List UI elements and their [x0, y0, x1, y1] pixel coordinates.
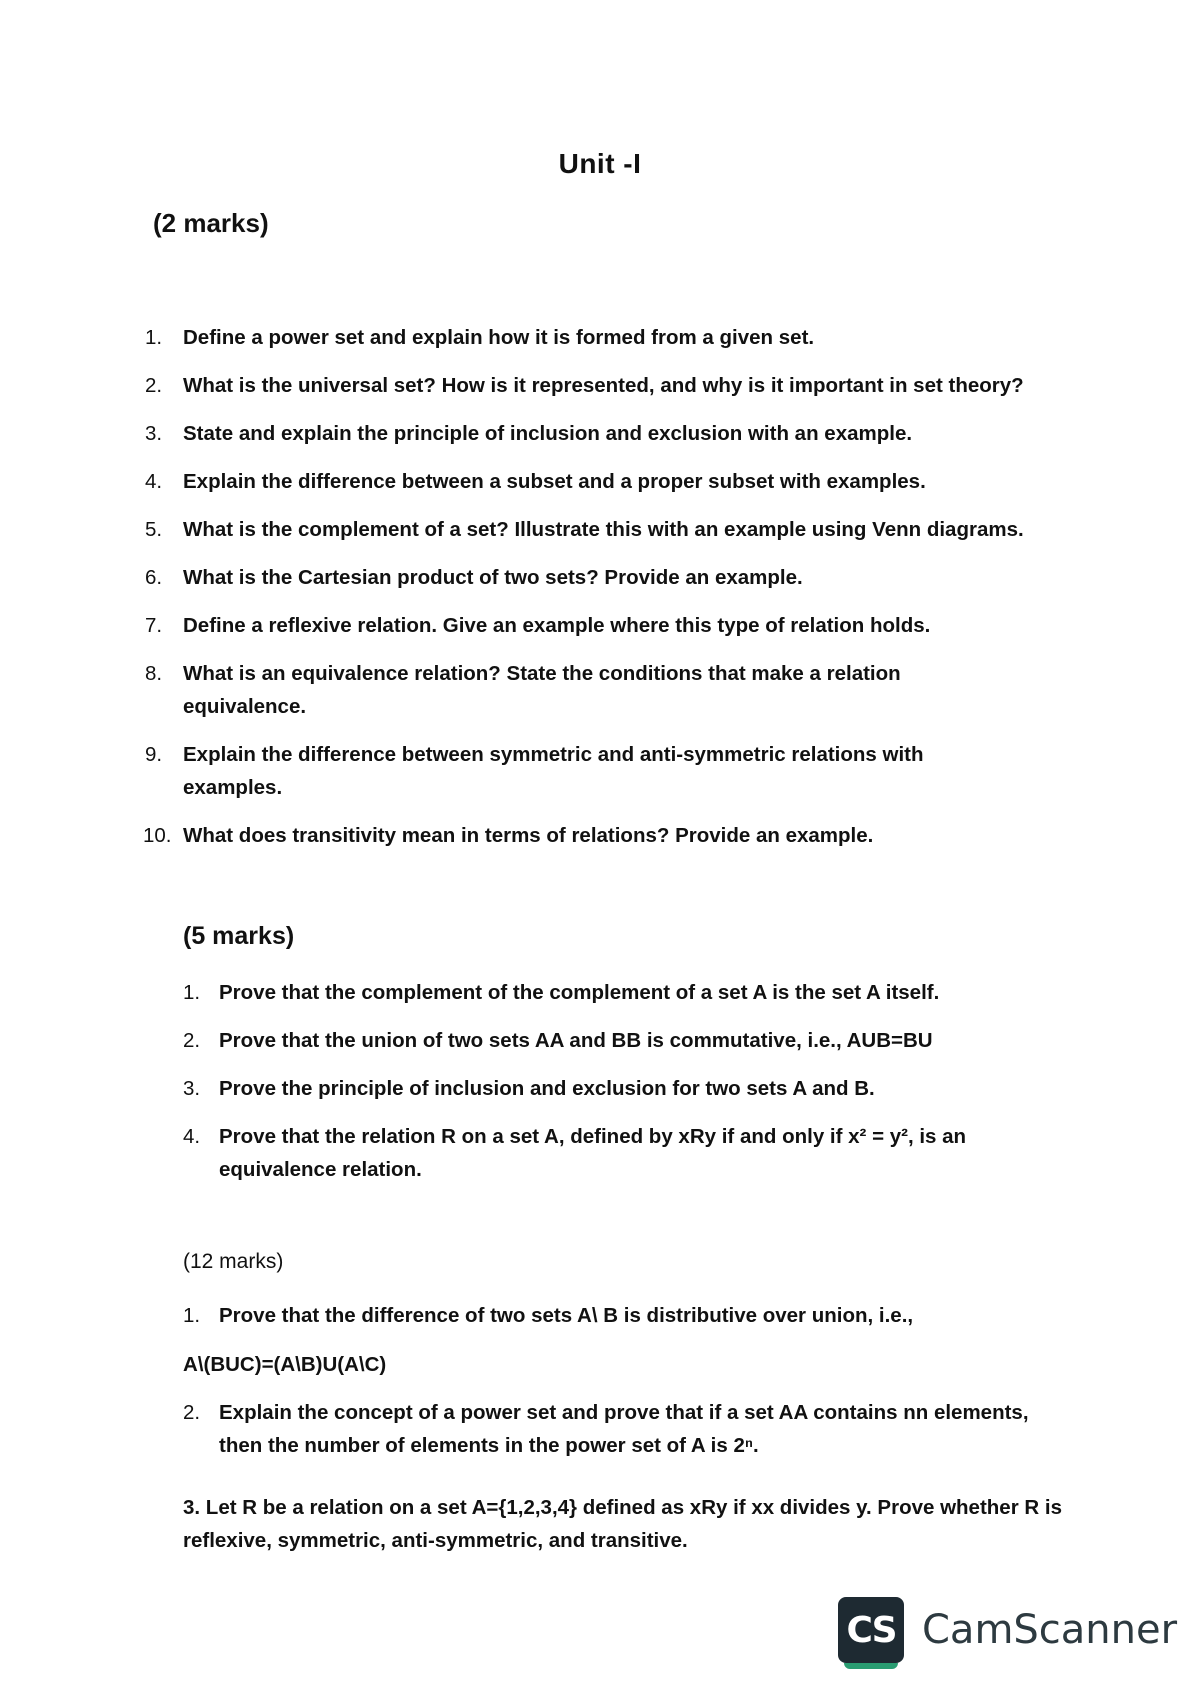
list-item	[183, 976, 1033, 1009]
question-12-marks-1-formula	[183, 1348, 1063, 1381]
question-text: Prove the principle of inclusion and exclusion for two sets A and B.	[219, 1077, 875, 1100]
question-text: Prove that the union of two sets AA and BB is commutative, i.e., AUB=BU	[219, 1029, 933, 1052]
question-number: 3.	[183, 1077, 201, 1100]
question-text: What is the complement of a set? Illustrate this with an example using Venn diagrams.	[183, 518, 1024, 541]
question-12-marks-2	[183, 1396, 1063, 1462]
list-item	[145, 369, 1075, 402]
list-item	[145, 417, 1075, 450]
question-number: 10.	[143, 824, 172, 847]
question-number: 1.	[183, 1304, 201, 1327]
question-number: 2.	[183, 1401, 201, 1424]
list-item	[183, 1072, 1033, 1105]
question-text: Define a reflexive relation. Give an example where this type of relation holds.	[183, 614, 931, 637]
camscanner-logo-text: CamScanner	[922, 1607, 1178, 1653]
page-title: Unit -I	[558, 148, 642, 179]
question-number: 1.	[145, 326, 163, 349]
question-text: Prove that the difference of two sets A\ B is distributive over union, i.e.,	[219, 1304, 914, 1327]
list-item	[145, 738, 1075, 804]
question-12-marks-1	[183, 1299, 1063, 1332]
list-item	[145, 321, 1075, 354]
camscanner-watermark	[838, 1594, 1177, 1666]
question-text: Explain the difference between symmetric and anti-symmetric relations with examples.	[183, 743, 924, 799]
question-12-marks-3	[183, 1491, 1063, 1557]
list-item	[145, 657, 1075, 723]
question-text: 3. Let R be a relation on a set A={1,2,3,4} defined as xRy if xx divides y. Prove whether R is reflexive, symmetric, anti-symmetric, and transitive.	[183, 1496, 1062, 1552]
list-item	[145, 609, 1075, 642]
formula-text: A\(BUC)=(A\B)U(A\C)	[183, 1353, 387, 1376]
list-item	[183, 1120, 1033, 1186]
question-text: What is the universal set? How is it represented, and why is it important in set theory?	[183, 374, 1024, 397]
question-text: Explain the concept of a power set and prove that if a set AA contains nn elements, then the number of elements in the power set of A is 2ⁿ.	[219, 1401, 1029, 1457]
list-item	[145, 561, 1075, 594]
question-number: 7.	[145, 614, 163, 637]
question-text: What is the Cartesian product of two sets? Provide an example.	[183, 566, 803, 589]
question-number: 3.	[145, 422, 163, 445]
section-heading-12-marks: (12 marks)	[183, 1250, 284, 1273]
list-item	[183, 1024, 1033, 1057]
list-item	[145, 819, 1075, 852]
question-number: 2.	[145, 374, 163, 397]
section-heading-2-marks: (2 marks)	[153, 208, 269, 238]
question-number: 9.	[145, 743, 163, 766]
section-heading-5-marks: (5 marks)	[183, 922, 295, 950]
list-item	[145, 465, 1075, 498]
question-number: 2.	[183, 1029, 201, 1052]
question-list-5-marks	[183, 976, 1033, 1201]
question-number: 4.	[145, 470, 163, 493]
question-text: Explain the difference between a subset and a proper subset with examples.	[183, 470, 926, 493]
question-number: 8.	[145, 662, 163, 685]
question-list-2-marks	[145, 321, 1075, 867]
question-text: What is an equivalence relation? State the conditions that make a relation equivalence.	[183, 662, 901, 718]
question-number: 4.	[183, 1125, 201, 1148]
list-item	[145, 513, 1075, 546]
question-text: Define a power set and explain how it is formed from a given set.	[183, 326, 815, 349]
question-text: Prove that the relation R on a set A, defined by xRy if and only if x² = y², is an equivalence relation.	[219, 1125, 967, 1181]
question-number: 5.	[145, 518, 163, 541]
question-text: Prove that the complement of the complement of a set A is the set A itself.	[219, 981, 940, 1004]
question-number: 1.	[183, 981, 201, 1004]
camscanner-logo-icon: CS	[838, 1597, 904, 1663]
question-text: What does transitivity mean in terms of relations? Provide an example.	[183, 824, 874, 847]
question-number: 6.	[145, 566, 163, 589]
question-text: State and explain the principle of inclusion and exclusion with an example.	[183, 422, 913, 445]
